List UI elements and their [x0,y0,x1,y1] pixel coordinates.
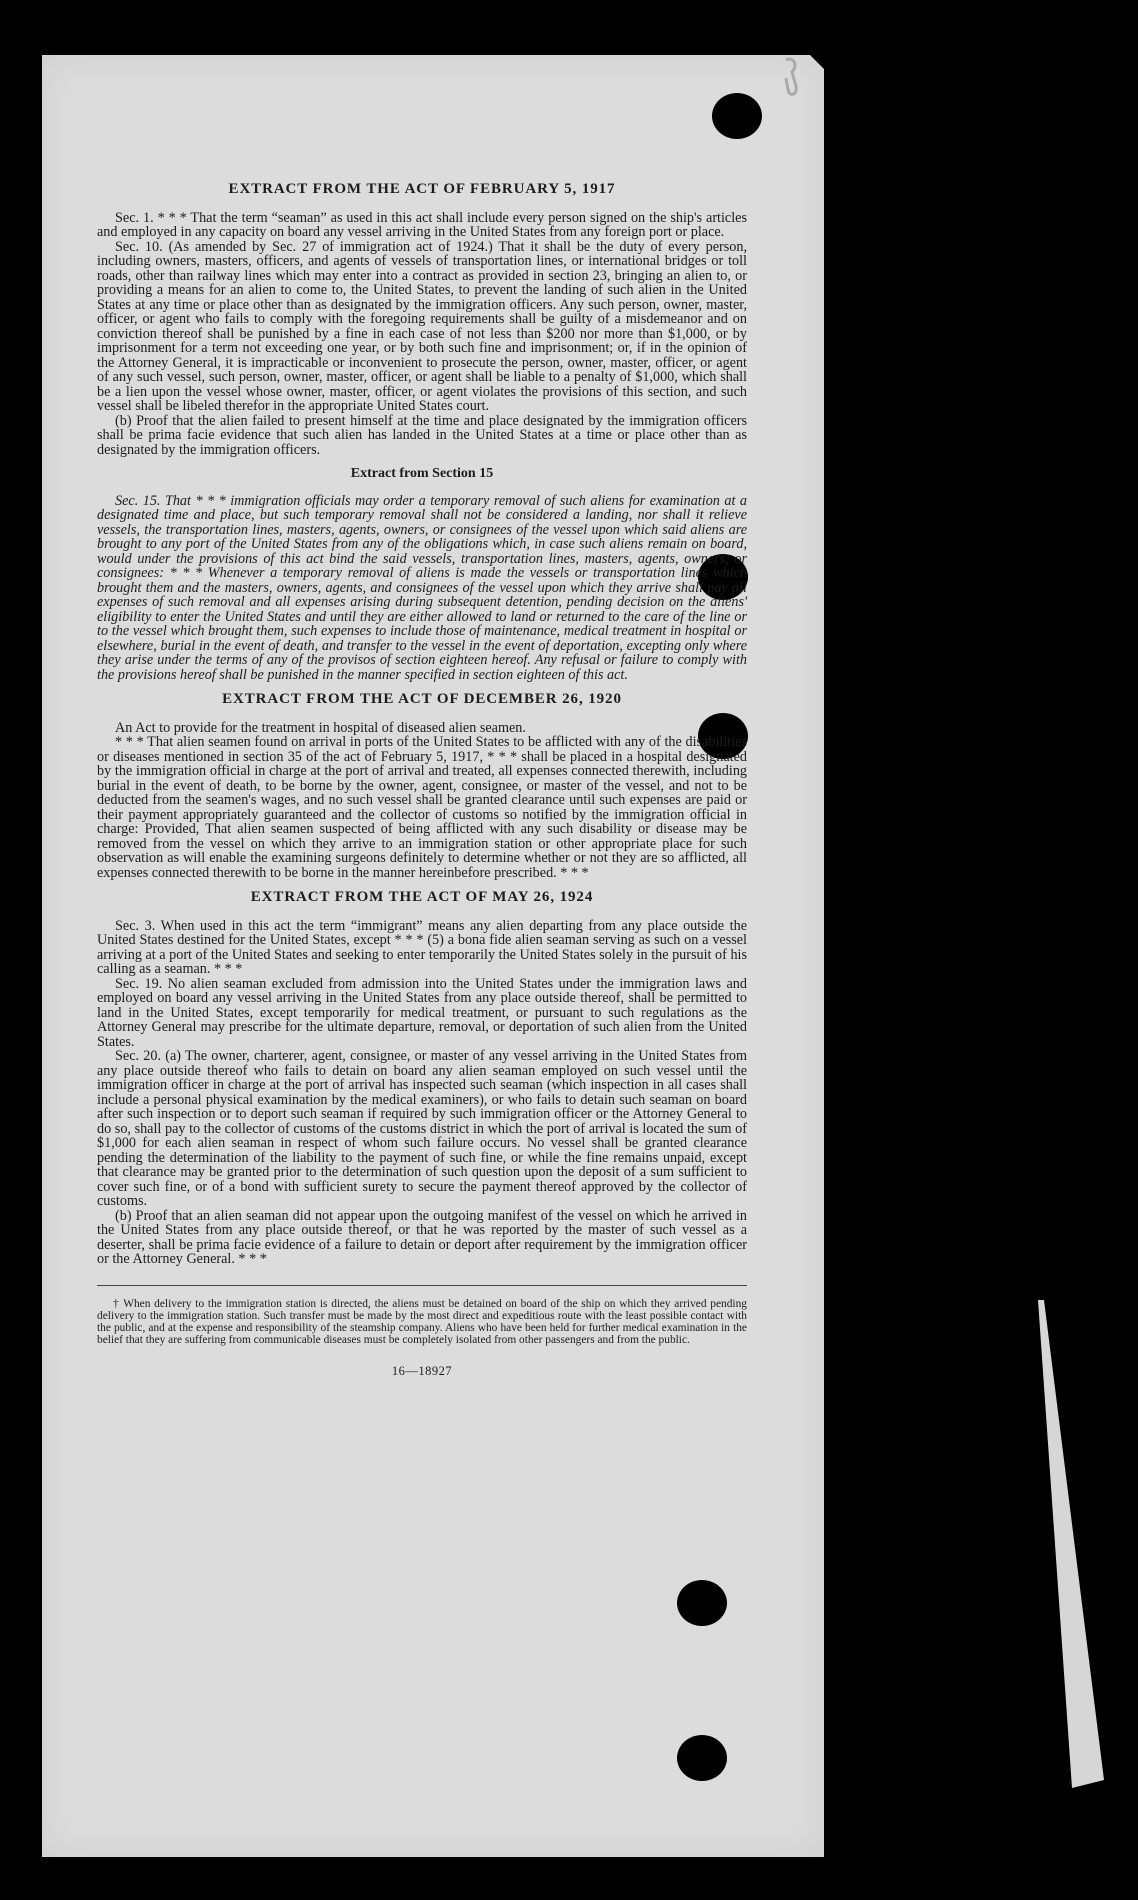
punch-hole [677,1580,727,1626]
footnote-divider [97,1285,747,1286]
section-15: Sec. 15. That * * * immigration officials may order a temporary removal of such aliens for examination at a designated time and place, but such temporary removal shall not be considered a landing, nor shall it relieve vessels, the transportation lines, masters, agents, owners, or consignees of the vessel upon which said aliens are brought to any port of the United States from any of the obligations which, in case such aliens remain on board, would under the provisions of this act bind the said vessels, transportation lines, masters, agents, owners, or consignees: * * * Whenever a temporary removal of aliens is made the vessels or transportation lines which brought them and the masters, owners, agents, and consignees of the vessel upon which they arrive shall pay all expenses of such removal and all expenses arising during subsequent detention, pending decision on the aliens' eligibility to enter the United States and until they are either allowed to land or returned to the care of the line or to the vessel which brought them, such expenses to include those of maintenance, medical treatment in hospital or elsewhere, burial in the event of death, and transfer to the vessel in the event of deportation, excepting only where they arise under the terms of any of the provisos of section eighteen hereof. Any refusal or failure to comply with the provisions hereof shall be punished in the manner specified in section eighteen of this act. [97,492,747,683]
section-1: Sec. 1. * * * That the term “seaman” as used in this act shall include every person signed on the ship's articles and employed in any capacity on board any vessel arriving in the United States from any foreign port or place. [97,209,747,240]
section-19: Sec. 19. No alien seaman excluded from admission into the United States under the immigration laws and employed on board any vessel arriving in the United States from any place outside thereof, shall be permitted to land in the United States, except temporarily for medical treatment, or pursuant to such regulations as the Attorney General may prescribe for the ultimate departure, removal, or deportation of such alien from the United States. [97,975,747,1050]
section-10b: (b) Proof that the alien failed to present himself at the time and place designated by the immigration officers shall be prima facie evidence that such alien has landed in the United States at a time or place other than as designated by the immigration officers. [97,412,747,458]
act-1920-body: * * * That alien seamen found on arrival in ports of the United States to be afflicted with any of the disabilities or diseases mentioned in section 35 of the act of February 5, 1917, * * * shall be placed in a hospital designated by the immigration official in charge at the port of arrival and treated, all expenses connected therewith, including burial in the event of death, to be borne by the owner, agent, consignee, or master of the vessel, and not to be deducted from the seamen's wages, and no such vessel shall be granted clearance until such expenses are paid or their payment appropriately guaranteed and the collector of customs so notified by the immigration official in charge: Provided, That alien seamen suspected of being afflicted with any such disability or disease may be removed from the vessel on which they arrive to an immigration station or other appropriate place for such observation as will enable the examining surgeons definitely to determine whether or not they are so afflicted, all expenses connected therewith to be borne in the manner hereinbefore prescribed. * * * [97,734,747,881]
act-1920-title: An Act to provide for the treatment in hospital of diseased alien seamen. [115,719,526,736]
section-3: Sec. 3. When used in this act the term “immigrant” means any alien departing from any place outside the United States destined for the United States, except * * * (5) a bona fide alien seaman serving as such on a vessel arriving at a port of the United States and seeking to enter temporarily the United States solely in the pursuit of his calling as a seaman. * * * [97,917,747,977]
subheading-section-15: Extract from Section 15 [350,466,494,481]
punch-hole [677,1735,727,1781]
section-20b: (b) Proof that an alien seaman did not appear upon the outgoing manifest of the vessel on which he arrived in the United States from any place outside thereof, or that he was reported by the master of such vessel as a deserter, shall be prima facie evidence of a failure to detain or deport after requirement by the immigration officer or the Attorney General. * * * [97,1207,747,1267]
form-code: 16—18927 [391,1363,453,1378]
heading-act-1917: EXTRACT FROM THE ACT OF FEBRUARY 5, 1917 [228,181,616,197]
section-10: Sec. 10. (As amended by Sec. 27 of immigration act of 1924.) That it shall be the duty of every person, including owners, masters, officers, and agents of vessels of transportation lines, or international bridges or toll roads, other than railway lines which may enter into a contract as provided in section 23, bringing an alien to, or providing a means for an alien to come to, the United States, to prevent the landing of such alien in the United States at any time or place other than as designated by the immigration officers. Any such person, owner, master, officer, or agent who fails to comply with the foregoing requirements shall be guilty of a misdemeanor and on conviction thereof shall be punished by a fine in each case of not less than $200 nor more than $1,000, or by imprisonment for a term not exceeding one year, or by both such fine and imprisonment; or, if in the opinion of the Attorney General, it is impracticable or inconvenient to prosecute the person, owner, master, officer, or agent of any such vessel, such person, owner, master, officer, or agent shall be liable to a penalty of $1,000, which shall be a lien upon the vessel whose owner, master, officer, or agent violates the provisions of this section, and such vessel shall be libeled therefor in the appropriate United States court. [97,238,747,414]
heading-act-1924: EXTRACT FROM THE ACT OF MAY 26, 1924 [250,889,594,905]
paper-strip [1036,1300,1106,1790]
footnote: † When delivery to the immigration station is directed, the aliens must be detained on board of the ship on which they arrived pending delivery to the immigration station. Such transfer must be made by the most direct and expeditious route with the least possible contact with the public, and at the expense and responsibility of the steamship company. Aliens who have been held for further medical examination in the belief that they are suffering from communicable diseases must be completely isolated from other passengers and from the public. [97,1297,747,1346]
document-text [97,170,747,1378]
section-20a: Sec. 20. (a) The owner, charterer, agent, consignee, or master of any vessel arriving in the United States from any place outside thereof who fails to detain on board any alien seaman employed on such vessel until the immigration officer in charge at the port of arrival has inspected such seaman (which inspection in all cases shall include a personal physical examination by the medical examiners), or who fails to detain such seaman on board after such inspection or to deport such seaman if required by such immigration officer or the Attorney General to do so, shall pay to the collector of customs of the customs district in which the port of arrival is located the sum of $1,000 for each alien seaman in respect of whom such failure occurs. No vessel shall be granted clearance pending the determination of the liability to the payment of such fine, or while the fine remains unpaid, except that clearance may be granted prior to the determination of such question upon the deposit of a sum sufficient to cover such fine, or of a bond with sufficient surety to secure the payment thereof approved by the collector of customs. [97,1048,747,1209]
punch-hole [712,93,762,139]
paper-clip-icon [780,56,804,100]
folded-corner [810,55,824,69]
heading-act-1920: EXTRACT FROM THE ACT OF DECEMBER 26, 1920 [222,691,622,707]
